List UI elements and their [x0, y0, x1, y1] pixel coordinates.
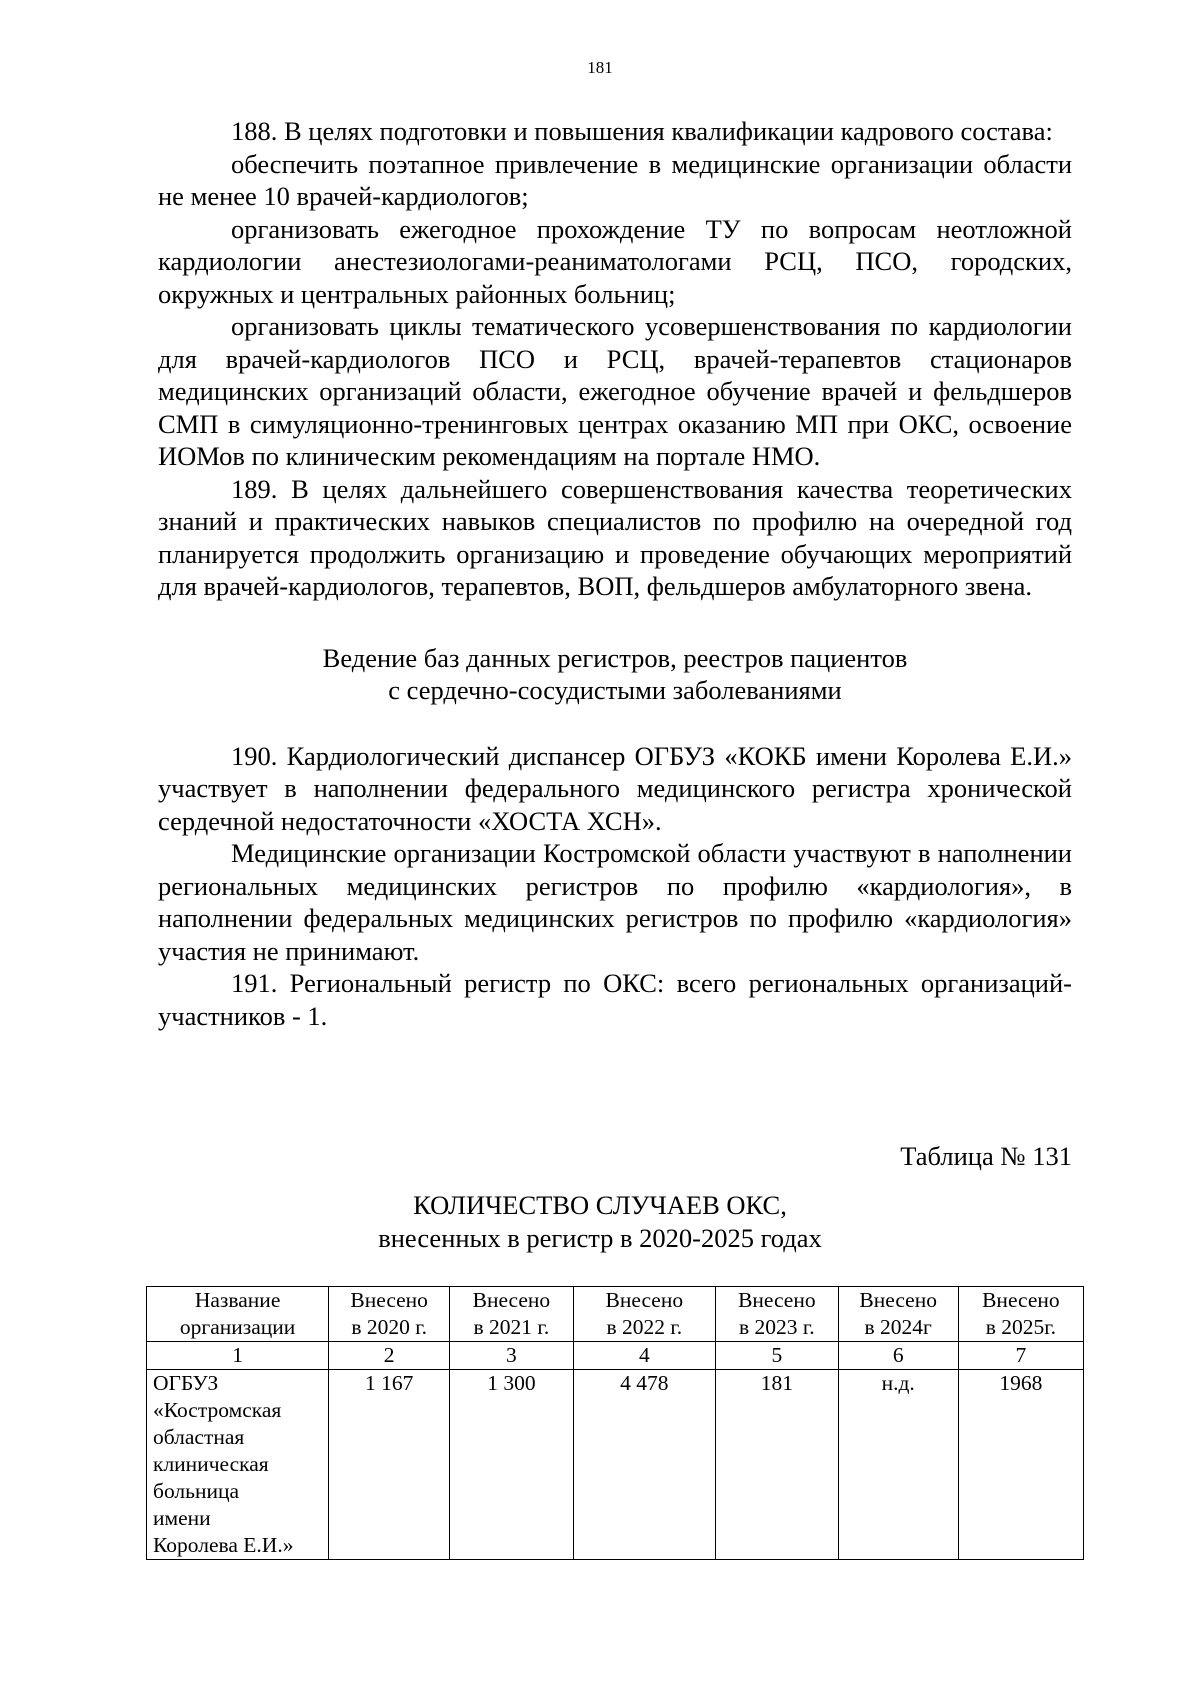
header-2021: Внесено в 2021 г. — [450, 1287, 574, 1342]
table-label: Таблица № 131 — [900, 1141, 1072, 1171]
paragraph-189: 189. В целях дальнейшего совершенствования качества теоретических знаний и практических навыков специалистов по профилю на очередной год планируется продолжить организацию и проведение обучающих мероприятий для врачей-кардиологов, терапевтов, ВОП, фельдшеров амбулаторного звена. — [158, 473, 1072, 601]
column-number: 3 — [450, 1342, 574, 1370]
header-2022: Внесено в 2022 г. — [573, 1287, 715, 1342]
column-number-row — [147, 1342, 1084, 1370]
table-header-row — [147, 1287, 1084, 1342]
paragraph-188-intro: 188. В целях подготовки и повышения квалификации кадрового состава: — [231, 116, 1053, 146]
column-number: 1 — [147, 1342, 329, 1370]
paragraph-regional-registers: Медицинские организации Костромской области участвуют в наполнении региональных медицинских регистров по профилю «кардиология», в наполнении федеральных медицинских регистров по профилю «кардиология» участия не принимают. — [158, 838, 1072, 966]
page-number: 181 — [587, 58, 613, 77]
section-heading-line1: Ведение баз данных регистров, реестров пациентов — [322, 642, 908, 673]
column-number: 2 — [329, 1342, 450, 1370]
value-2022: 4 478 — [573, 1370, 715, 1560]
organization-name: ОГБУЗ «Костромская областная клиническая больница имени Королева Е.И.» — [147, 1370, 329, 1560]
header-2025: Внесено в 2025г. — [958, 1287, 1083, 1342]
table-row — [147, 1370, 1084, 1560]
paragraph-training-cycles: организовать циклы тематического усовершенствования по кардиологии для врачей-кардиологов ПСО и РСЦ, врачей-терапевтов стационаров медицинских организаций области, ежегодное обучение врачей и фельдшеров СМП в симуляционно-тренинговых центрах оказанию МП при ОКС, освоение ИОМов по клиническим рекомендациям на портале НМО. — [158, 311, 1072, 471]
document-body — [158, 115, 1072, 1032]
table-title-line2: внесенных в регистр в 2020-2025 годах — [378, 1223, 822, 1253]
header-2023: Внесено в 2023 г. — [716, 1287, 839, 1342]
value-2021: 1 300 — [450, 1370, 574, 1560]
value-2025: 1968 — [958, 1370, 1083, 1560]
header-organization: Название организации — [147, 1287, 329, 1342]
paragraph-190: 190. Кардиологический диспансер ОГБУЗ «КОКБ имени Королева Е.И.» участвует в наполнении федерального медицинского регистра хронической сердечной недостаточности «ХОСТА ХСН». — [158, 740, 1072, 836]
value-2023: 181 — [716, 1370, 839, 1560]
section-heading-line2: с сердечно-сосудистыми заболеваниями — [388, 675, 842, 705]
paragraph-191: 191. Региональный регистр по ОКС: всего региональных организаций-участников - 1. — [158, 968, 1072, 1031]
oks-registry-table — [146, 1286, 1084, 1560]
column-number: 6 — [838, 1342, 958, 1370]
column-number: 5 — [716, 1342, 839, 1370]
value-2020: 1 167 — [329, 1370, 450, 1560]
paragraph-recruit-cardiologists: обеспечить поэтапное привлечение в медицинские организации области не менее 10 врачей-кардиологов; — [158, 148, 1072, 211]
table-title — [0, 1189, 1200, 1255]
header-2020: Внесено в 2020 г. — [329, 1287, 450, 1342]
paragraph-annual-training: организовать ежегодное прохождение ТУ по вопросам неотложной кардиологии анестезиологами-реаниматологами РСЦ, ПСО, городских, окружных и центральных районных больниц; — [158, 213, 1072, 309]
column-number: 4 — [573, 1342, 715, 1370]
header-2024: Внесено в 2024г — [838, 1287, 958, 1342]
column-number: 7 — [958, 1342, 1083, 1370]
table-title-line1: КОЛИЧЕСТВО СЛУЧАЕВ ОКС, — [413, 1190, 787, 1220]
value-2024: н.д. — [838, 1370, 958, 1560]
